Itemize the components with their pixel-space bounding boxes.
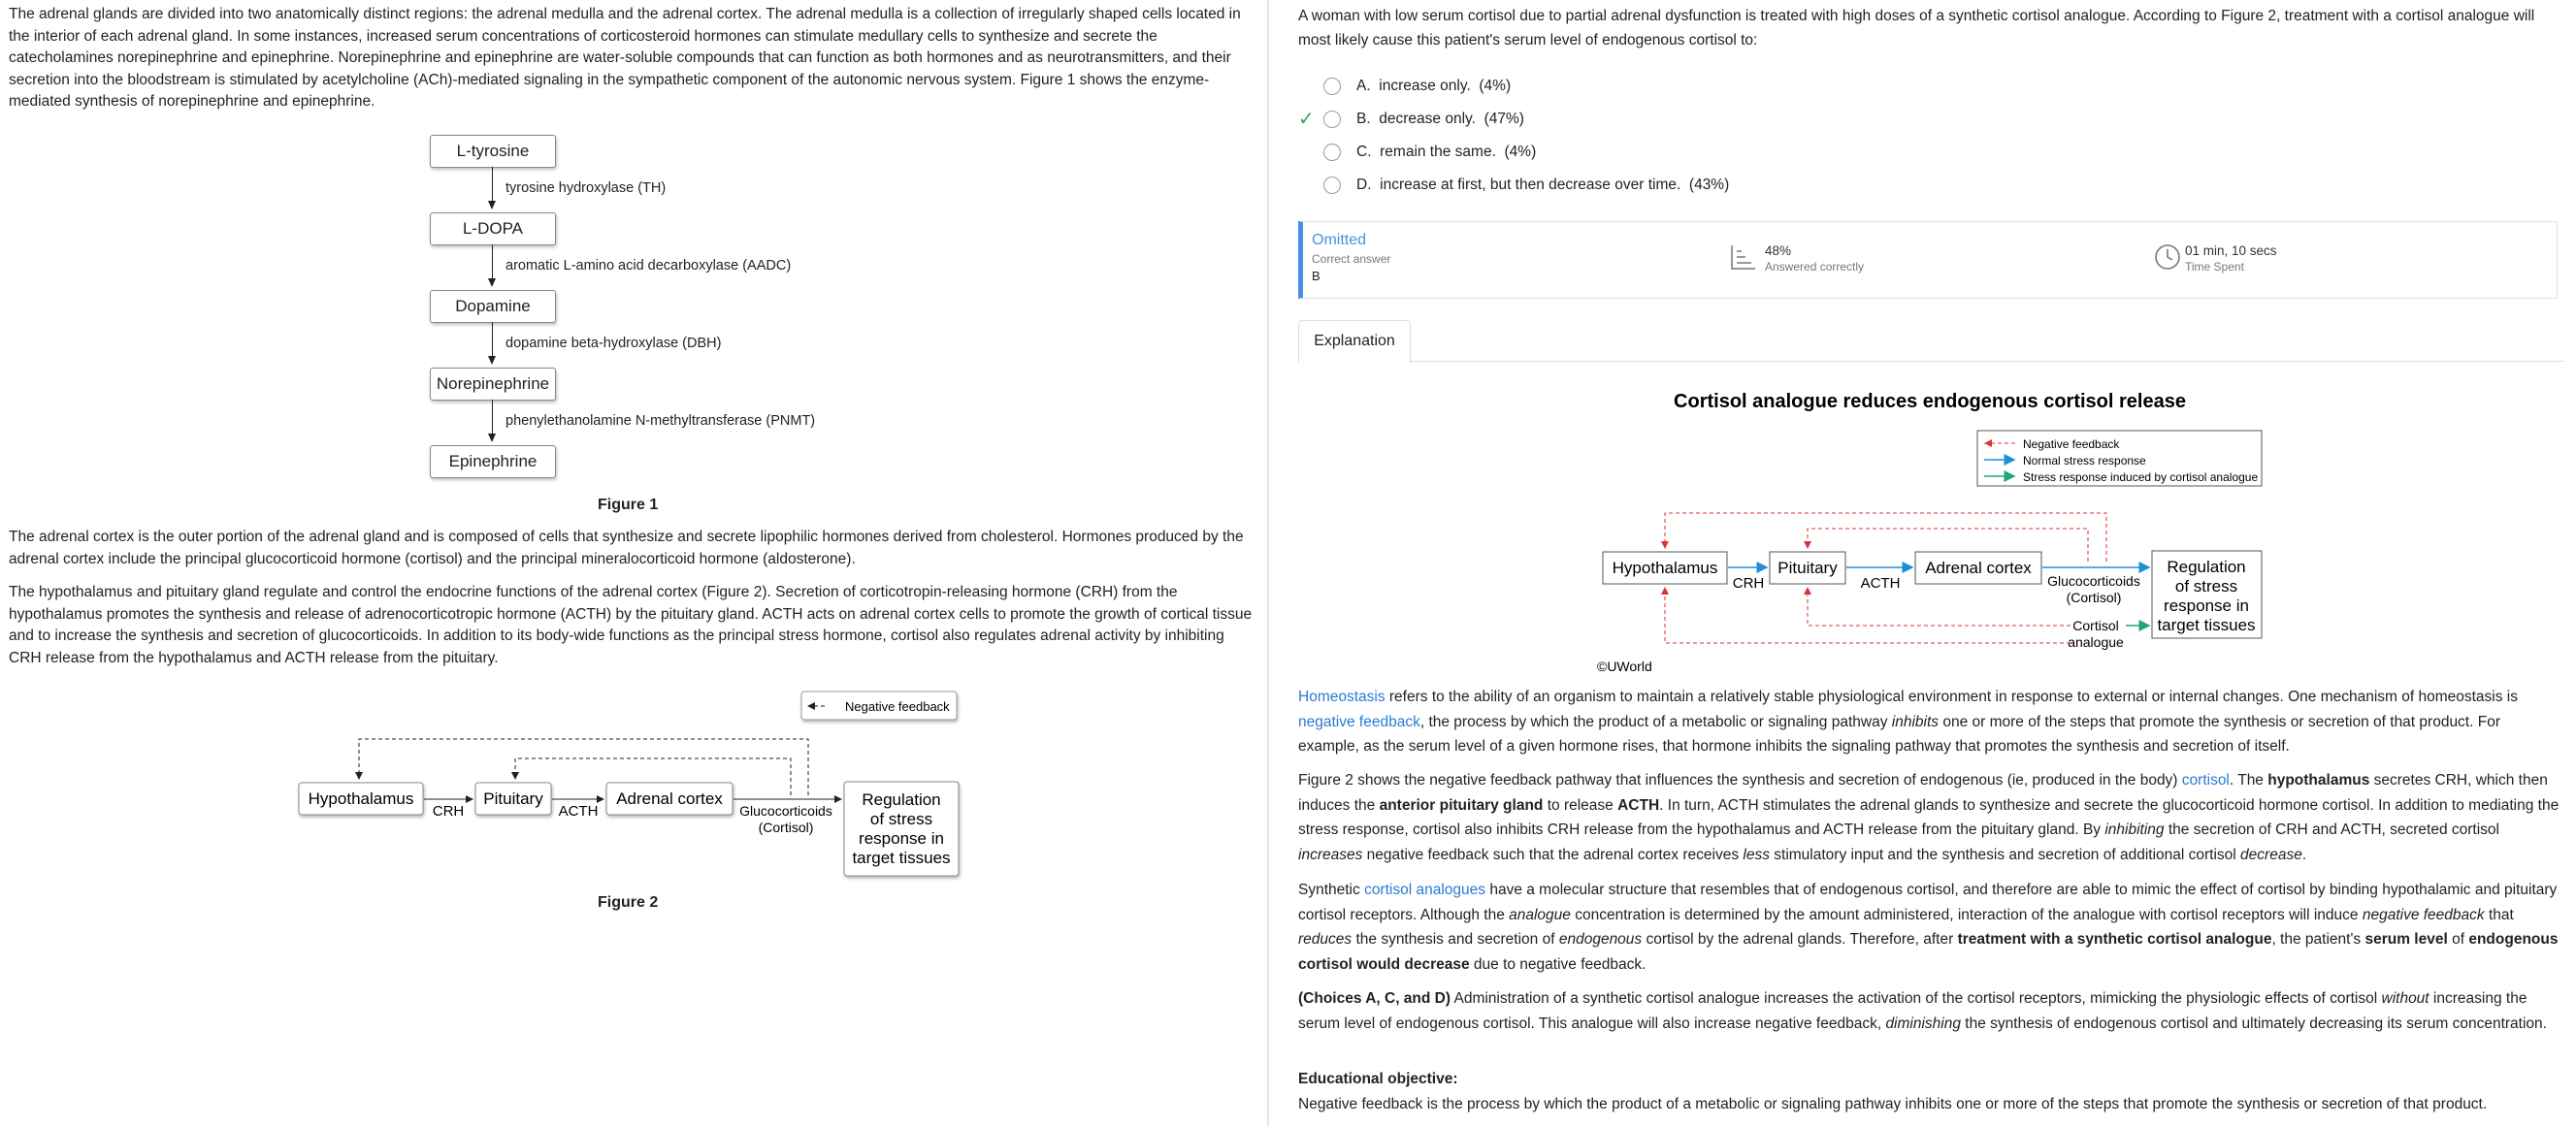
radio-button[interactable] xyxy=(1323,144,1341,161)
correct-check-icon: ✓ xyxy=(1298,109,1315,130)
time-label: Time Spent xyxy=(2185,260,2244,274)
acth-label: ACTH xyxy=(1860,575,1901,592)
homeostasis-link[interactable]: Homeostasis xyxy=(1298,689,1386,705)
clock-icon xyxy=(2154,243,2181,271)
time-value: 01 min, 10 secs xyxy=(2185,243,2277,258)
analogue-label: Cortisol xyxy=(2072,618,2119,633)
regulation-line: Regulation xyxy=(2167,558,2246,576)
arrowhead xyxy=(488,356,496,365)
feedback-bottom-pituitary xyxy=(1808,588,2071,626)
crh-label: CRH xyxy=(432,803,465,820)
passage-paragraph-2: The adrenal cortex is the outer portion of the adrenal gland and is composed of cells that synthesize and secrete lipophilic hormones derived from cholesterol. Hormones produced by the adrenal cortex include the principal glucocorticoid hormone (cortisol) and the principal mineralocorticoid hormone (aldosterone). xyxy=(9,529,1244,567)
regulation-line: Regulation xyxy=(862,790,941,809)
pituitary-label: Pituitary xyxy=(483,789,543,808)
educational-objective-body: Negative feedback is the process by which the product of a metabolic or signaling pathway inhibits one or more of the steps that promote the synthesis or secretion of that product. xyxy=(1298,1096,2488,1112)
compound-dopamine: Dopamine xyxy=(430,290,556,323)
adrenal-cortex-label: Adrenal cortex xyxy=(1925,559,2032,577)
explanation-paragraph-2: Figure 2 shows the negative feedback pathway that influences the synthesis and secretion of endogenous (ie, produced in the body) cortisol. The hypothalamus secretes CRH, which then induces the anterior pituitary gland to release ACTH. In turn, ACTH stimulates the adrenal glands to synthesize and secrete the glucocorticoid hormone cortisol. In addition to mediating the stress response, cortisol also inhibits CRH release from the hypothalamus and ACTH release from the pituitary gland. By inhibiting the secretion of CRH and ACTH, secreted cortisol increases negative feedback such that the adrenal cortex receives less stimulatory input and the synthesis and secretion of additional cortisol decrease. xyxy=(1298,772,2560,863)
bar-chart-icon xyxy=(1730,243,1757,271)
analogue-label: analogue xyxy=(2068,634,2124,650)
legend-label: Negative feedback xyxy=(845,699,950,714)
status-label: Omitted xyxy=(1312,232,1367,248)
passage-pane xyxy=(0,0,1266,1127)
regulation-line: of stress xyxy=(869,810,933,828)
correct-answer-label: Correct answer xyxy=(1312,252,1391,266)
feedback-bottom-hypothalamus xyxy=(1665,588,2071,643)
feedback-to-hypothalamus xyxy=(359,739,808,795)
compound-l-tyrosine: L-tyrosine xyxy=(430,135,556,168)
enzyme-aadc: aromatic L-amino acid decarboxylase (AADC) xyxy=(505,258,792,274)
pathway-arrow xyxy=(492,167,493,202)
tab-explanation[interactable]: Explanation xyxy=(1298,320,1411,363)
correct-answer-value: B xyxy=(1312,269,1321,283)
legend-analogue-label: Stress response induced by cortisol analogue xyxy=(2023,470,2259,484)
pane-divider[interactable] xyxy=(1267,0,1269,1127)
copyright-label: ©UWorld xyxy=(1597,659,1652,674)
question-stem: A woman with low serum cortisol due to partial adrenal dysfunction is treated with high doses of a synthetic cortisol analogue. According to Figure 2, treatment with a cortisol analogue will most likely cause this patient's serum level of endogenous cortisol to: xyxy=(1298,8,2535,48)
acth-label: ACTH xyxy=(558,803,599,820)
choice-label: D. increase at first, but then decrease over time. (43%) xyxy=(1356,177,1730,193)
pathway-arrow xyxy=(492,322,493,357)
regulation-line: of stress xyxy=(2174,577,2238,596)
pituitary-label: Pituitary xyxy=(1777,559,1838,577)
arrowhead xyxy=(488,434,496,442)
explanation-figure-title: Cortisol analogue reduces endogenous cortisol release xyxy=(1674,391,2186,412)
legend-normal-label: Normal stress response xyxy=(2023,454,2146,467)
figure-2 xyxy=(0,679,1266,912)
glucocorticoids-label: Glucocorticoids xyxy=(2047,573,2140,589)
regulation-line: target tissues xyxy=(2157,616,2256,634)
compound-l-dopa: L-DOPA xyxy=(430,212,556,245)
radio-button[interactable] xyxy=(1323,78,1341,95)
regulation-line: response in xyxy=(859,829,944,848)
educational-objective-title: Educational objective: xyxy=(1298,1071,1458,1087)
enzyme-th: tyrosine hydroxylase (TH) xyxy=(505,180,667,196)
compound-epinephrine: Epinephrine xyxy=(430,445,556,478)
arrowhead xyxy=(488,278,496,287)
answer-choice-a[interactable] xyxy=(1298,74,2171,99)
percent-label: Answered correctly xyxy=(1765,260,1865,274)
answer-choice-c[interactable] xyxy=(1298,140,2171,165)
tab-bar xyxy=(1298,320,2564,362)
choice-label: A. increase only. (4%) xyxy=(1356,78,1512,94)
compound-norepinephrine: Norepinephrine xyxy=(430,368,556,401)
cortisol-link[interactable]: cortisol xyxy=(2181,772,2230,789)
answer-choice-b[interactable] xyxy=(1298,107,2171,132)
pathway-arrow xyxy=(492,400,493,435)
answer-status xyxy=(1312,232,1390,283)
adrenal-cortex-label: Adrenal cortex xyxy=(616,789,723,808)
choice-label: B. decrease only. (47%) xyxy=(1356,111,1524,127)
choice-label: C. remain the same. (4%) xyxy=(1356,144,1537,160)
passage-paragraph-3: The hypothalamus and pituitary gland regulate and control the endocrine functions of the adrenal cortex (Figure 2). Secretion of corticotropin-releasing hormone (CRH) from the hypothalamus promotes the synthesis and release of adrenocorticotropic hormone (ACTH) by the pituitary gland. ACTH acts on adrenal cortex cells to promote the growth of cortical tissue and to increase the synthesis and secretion of glucocorticoids. In addition to its body-wide functions as the principal stress hormone, cortisol also regulates adrenal activity by inhibiting CRH release from the hypothalamus and ACTH release from the pituitary. xyxy=(9,584,1253,666)
hypothalamus-label: Hypothalamus xyxy=(1612,559,1718,577)
question-pane xyxy=(1298,0,2564,1127)
figure-2-caption: Figure 2 xyxy=(598,894,659,911)
radio-button[interactable] xyxy=(1323,177,1341,194)
hypothalamus-label: Hypothalamus xyxy=(308,789,414,808)
answer-stats-bar xyxy=(1298,221,2558,299)
cortisol-label: (Cortisol) xyxy=(2066,590,2122,605)
regulation-line: target tissues xyxy=(852,849,951,867)
explanation-paragraph-4: (Choices A, C, and D) Administration of a synthetic cortisol analogue increases the activation of the cortisol receptors, mimicking the physiologic effects of cortisol without increasing the serum level of endogenous cortisol. This analogue will also increase negative feedback, diminishing the synthesis of endogenous cortisol and ultimately decreasing its serum concentration. xyxy=(1298,990,2547,1032)
explanation-paragraph-1: Homeostasis refers to the ability of an organism to maintain a relatively stable physiological environment in response to external or internal changes. One mechanism of homeostasis is negative feedback, the process by which the product of a metabolic or signaling pathway inhibits one or more of the steps that promote the synthesis or secretion of that product. For example, as the serum level of a given hormone rises, that hormone inhibits the signaling pathway that promotes the synthesis and secretion of itself. xyxy=(1298,689,2518,755)
explanation-figure xyxy=(1298,383,2564,684)
radio-button[interactable] xyxy=(1323,111,1341,128)
arrowhead xyxy=(488,201,496,209)
cortisol-label: (Cortisol) xyxy=(758,820,814,835)
negative-feedback-link[interactable]: negative feedback xyxy=(1298,713,1420,730)
pathway-arrow xyxy=(492,244,493,279)
passage-paragraph-1: The adrenal glands are divided into two anatomically distinct regions: the adrenal medulla and the adrenal cortex. The adrenal medulla is a collection of irregularly shaped cells located in the interior of each adrenal gland. In some instances, increased serum concentrations of corticosteroid hormones can stimulate medullary cells to synthesize and secrete the catecholamines norepinephrine and epinephrine. Norepinephrine and epinephrine are water-soluble compounds that can function as both hormones and as neurotransmitters, and their secretion into the bloodstream is stimulated by acetylcholine (ACh)-mediated signaling in the sympathetic component of the autonomic nervous system. Figure 1 shows the enzyme-mediated synthesis of norepinephrine and epinephrine. xyxy=(9,6,1241,110)
percent-value: 48% xyxy=(1765,243,1792,258)
explanation-paragraph-3: Synthetic cortisol analogues have a molecular structure that resembles that of endogenous cortisol, and therefore are able to mimic the effect of cortisol by binding hypothalamic and pituitary cortisol receptors. Although the analogue concentration is determined by the amount administered, interaction of the analogue with cortisol receptors will induce negative feedback that reduces the synthesis and secretion of endogenous cortisol by the adrenal glands. Therefore, after treatment with a synthetic cortisol analogue, the patient's serum level of endogenous cortisol would decrease due to negative feedback. xyxy=(1298,882,2559,973)
glucocorticoids-label: Glucocorticoids xyxy=(739,803,832,819)
regulation-line: response in xyxy=(2164,596,2249,615)
cortisol-analogues-link[interactable]: cortisol analogues xyxy=(1364,882,1486,898)
figure-1-caption: Figure 1 xyxy=(598,497,659,513)
answer-choice-d[interactable] xyxy=(1298,173,2171,198)
legend-negative-label: Negative feedback xyxy=(2023,437,2120,451)
enzyme-dbh: dopamine beta-hydroxylase (DBH) xyxy=(505,336,722,351)
crh-label: CRH xyxy=(1732,575,1765,592)
enzyme-pnmt: phenylethanolamine N-methyltransferase (PNMT) xyxy=(505,413,816,429)
